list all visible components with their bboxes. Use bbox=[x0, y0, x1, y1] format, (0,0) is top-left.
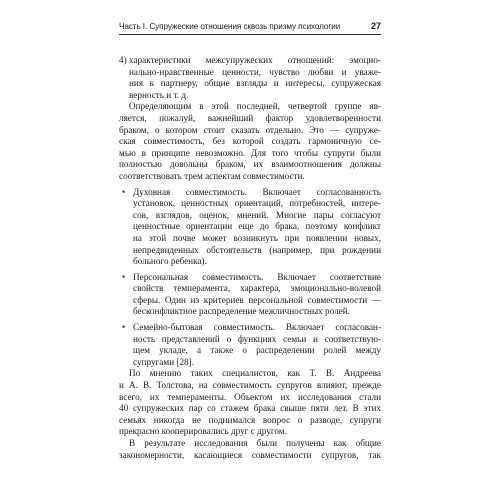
text-line: прекрасно кооперировались друг с другом. bbox=[119, 426, 287, 437]
bullet-item-household bbox=[119, 322, 381, 368]
text-line: Духовная совместимость. Включает согласованность bbox=[133, 186, 381, 197]
bullet-icon: • bbox=[122, 322, 126, 333]
bullet-icon: • bbox=[122, 271, 126, 282]
text-line: закономерности, касающиеся совместимости супругов, так bbox=[119, 449, 381, 460]
text-line: 40 супружеских пар со стажем брака свыше пяти лет. В этих bbox=[119, 403, 381, 414]
text-line: Персональная совместимость. Включает соответствие bbox=[133, 271, 381, 282]
text-line: щем укладе, а также о распределении ролей между bbox=[133, 345, 381, 356]
text-line: верность и т. д. bbox=[129, 89, 189, 100]
text-line: установок, ценностных ориентаций, потребностей, интере- bbox=[133, 198, 381, 209]
text-line: Семейно-бытовая совместимость. Включает согласован- bbox=[133, 322, 381, 333]
paragraph bbox=[119, 101, 381, 182]
text-line: ляется, пожалуй, важнейший фактор удовлетворенности bbox=[119, 112, 381, 123]
text-line: ность представлений о функциях семьи и соответствую- bbox=[133, 333, 381, 344]
text-line: свойств темперамента, характера, эмоционально-волевой bbox=[133, 283, 381, 294]
text-line: бесконфликтное распределение межличностных ролей. bbox=[133, 306, 350, 317]
text-line: соответствовать трем аспектам совместимости. bbox=[119, 170, 305, 181]
bullet-item-personal bbox=[119, 272, 381, 318]
text-line: полностью довольны браком, их взаимоотношения должны bbox=[119, 159, 381, 170]
text-line: характеристики межсупружеских отношений: эмоцио- bbox=[129, 55, 381, 65]
text-line: мью в принципе невозможно. Для того чтобы супруги были bbox=[119, 147, 381, 158]
text-line: ния к партнеру, общие взгляды и интересы, супружеская bbox=[129, 78, 381, 89]
text-line: больного ребенка). bbox=[133, 256, 207, 267]
text-line: и А. В. Толстова, на совместимость супругов влияют, прежде bbox=[119, 380, 381, 391]
header-rule bbox=[119, 34, 381, 35]
text-line: непредвиденных обстоятельств (например, при рождении bbox=[133, 244, 381, 255]
text-line: ценностные ориентации еще до брака, поэтому конфликт bbox=[133, 221, 381, 232]
text-line: семьях никогда не поднимался вопрос о разводе, супруги bbox=[119, 414, 381, 425]
paragraph bbox=[119, 368, 381, 438]
text-line: на этой почве может возникнуть при появлении новых, bbox=[133, 232, 381, 243]
page-body bbox=[119, 55, 381, 461]
text-line: браком, о котором стоит сказать отдельно. Это — супруже- bbox=[119, 124, 381, 135]
running-title: Часть I. Супружеские отношения сквозь призму психологии bbox=[119, 22, 341, 31]
list-item-4 bbox=[119, 55, 381, 101]
text-line: ская совместимость, без которой создать гармоничную се- bbox=[119, 136, 381, 147]
bullet-icon: • bbox=[122, 186, 126, 197]
bullet-item-spiritual bbox=[119, 187, 381, 268]
paragraph bbox=[119, 438, 381, 461]
text-line: Определяющим в этой последней, четвертой группе яв- bbox=[129, 101, 381, 112]
list-marker: 4) bbox=[119, 55, 127, 65]
text-line: сферы. Один из критериев персональной совместимости — bbox=[133, 294, 381, 305]
text-line: нально-нравственные ценности, чувство любви и уваже- bbox=[129, 66, 381, 77]
text-line: сов, взглядов, оценок, мнений. Многие пары согласуют bbox=[133, 209, 381, 220]
text-line: По мнению таких специалистов, как Т. В. Андреева bbox=[129, 368, 381, 379]
text-line: В результате исследования были получены как общие bbox=[129, 438, 381, 448]
text-line: всего, их темпераменты. Объектом их исследования стали bbox=[119, 391, 381, 402]
text-line: супругами [28]. bbox=[133, 356, 195, 367]
page-number: 27 bbox=[370, 21, 381, 31]
